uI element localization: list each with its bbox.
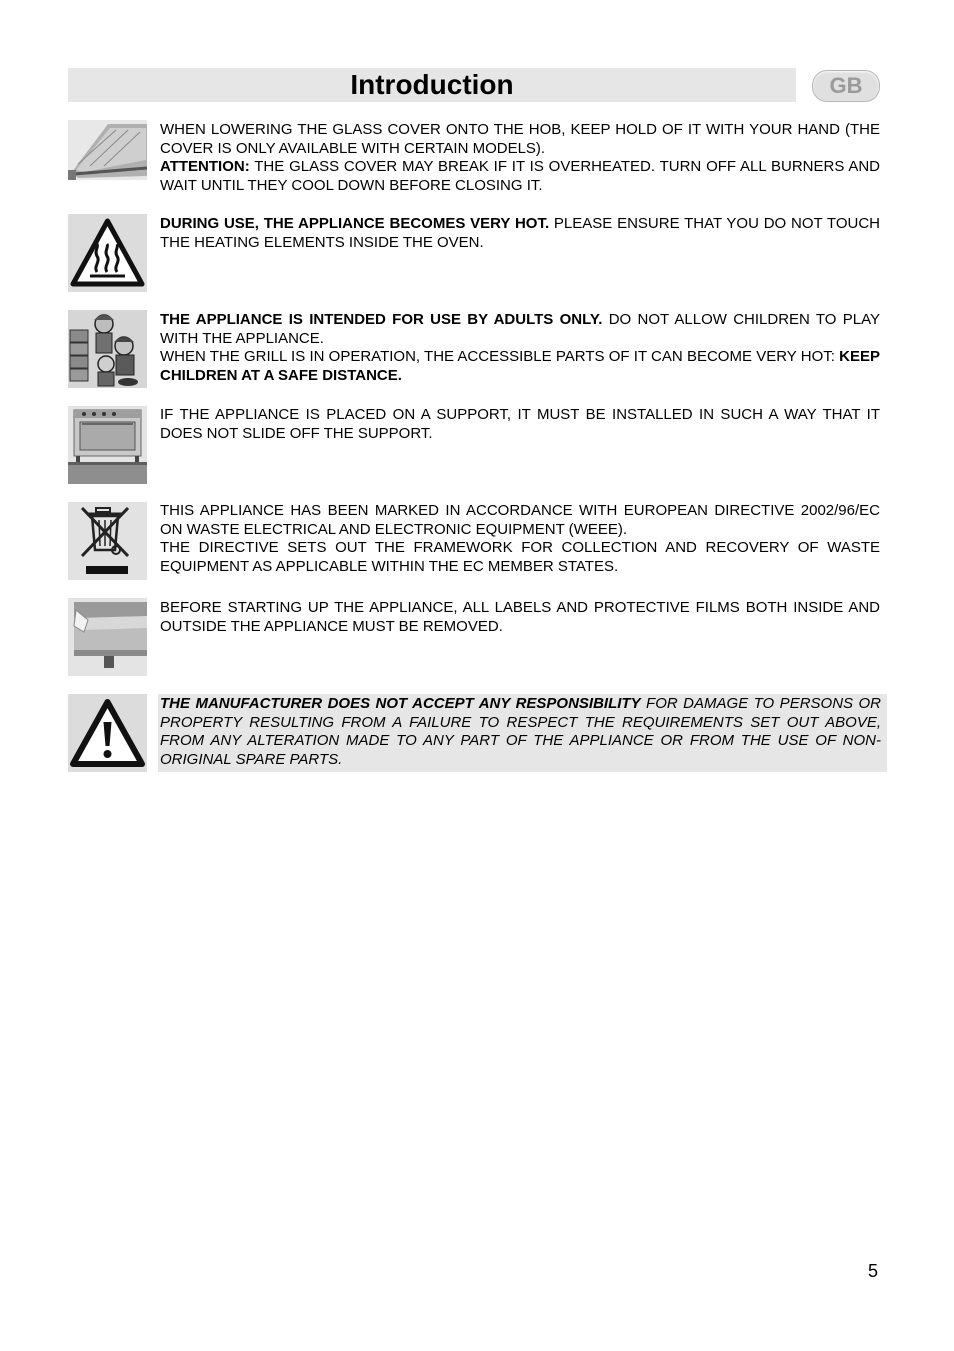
oven-on-support-icon xyxy=(68,406,147,484)
attention-label: ATTENTION: xyxy=(160,158,250,176)
weee-paragraph-2: THE DIRECTIVE SETS OUT THE FRAMEWORK FOR COLLECTION AND RECOVERY OF WASTE EQUIPMENT AS APPLICABLE WITHIN THE EC MEMBER STATES. xyxy=(160,539,880,575)
support-paragraph: IF THE APPLIANCE IS PLACED ON A SUPPORT, IT MUST BE INSTALLED IN SUCH A WAY THAT IT DOES NOT SLIDE OFF THE SUPPORT. xyxy=(160,406,880,442)
adults-only-bold: THE APPLIANCE IS INTENDED FOR USE BY ADULTS ONLY. xyxy=(160,311,603,328)
language-badge: GB xyxy=(812,70,880,102)
children-paragraph-2 xyxy=(160,348,880,385)
weee-paragraph-1: THIS APPLIANCE HAS BEEN MARKED IN ACCORDANCE WITH EUROPEAN DIRECTIVE 2002/96/EC ON WASTE ELECTRICAL AND ELECTRONIC EQUIPMENT (WEEE). xyxy=(160,502,880,538)
page-title: Introduction xyxy=(350,69,514,100)
hot-surface-text xyxy=(160,215,880,252)
hot-surface-rest: PLEASE ENSURE THAT YOU DO NOT TOUCH THE HEATING ELEMENTS INSIDE THE OVEN. xyxy=(160,215,880,251)
weee-text xyxy=(160,502,880,576)
glass-cover-text xyxy=(160,121,880,195)
hot-surface-paragraph xyxy=(160,215,880,252)
attention-text: THE GLASS COVER MAY BREAK IF IT IS OVERHEATED. TURN OFF ALL BURNERS AND WAIT UNTIL THEY COOL DOWN BEFORE CLOSING IT. xyxy=(160,158,880,194)
disclaimer-paragraph xyxy=(160,695,881,769)
glass-cover-attention xyxy=(160,158,880,195)
disclaimer-rest: FOR DAMAGE TO PERSONS OR PROPERTY RESULTING FROM A FAILURE TO RESPECT THE REQUIREMENTS SET OUT ABOVE, FROM ANY ALTERATION MADE TO ANY PART OF THE APPLIANCE OR FROM THE USE OF NON-ORIGINAL SPARE PARTS. xyxy=(160,695,881,768)
page-number: 5 xyxy=(868,1261,879,1281)
protective-film-icon xyxy=(68,598,147,676)
glass-cover-paragraph: WHEN LOWERING THE GLASS COVER ONTO THE HOB, KEEP HOLD OF IT WITH YOUR HAND (THE COVER IS ONLY AVAILABLE WITH CERTAIN MODELS). xyxy=(160,121,880,157)
children-paragraph-1 xyxy=(160,311,880,348)
grill-warning-text: WHEN THE GRILL IS IN OPERATION, THE ACCESSIBLE PARTS OF IT CAN BECOME VERY HOT: xyxy=(160,348,840,366)
adults-only-rest: DO NOT ALLOW CHILDREN TO PLAY WITH THE APPLIANCE. xyxy=(160,311,881,347)
children-icon xyxy=(68,310,147,388)
hot-surface-bold: DURING USE, THE APPLIANCE BECOMES VERY HOT. xyxy=(160,215,550,232)
warning-triangle-icon xyxy=(68,694,147,772)
support-text xyxy=(160,406,880,443)
glass-cover-icon xyxy=(68,120,147,180)
disclaimer-bold: THE MANUFACTURER DOES NOT ACCEPT ANY RESPONSIBILITY xyxy=(160,695,641,712)
weee-crossed-bin-icon xyxy=(68,502,147,580)
children-text xyxy=(160,311,880,385)
protective-film-paragraph: BEFORE STARTING UP THE APPLIANCE, ALL LABELS AND PROTECTIVE FILMS BOTH INSIDE AND OUTSIDE THE APPLIANCE MUST BE REMOVED. xyxy=(160,599,880,635)
hot-surface-warning-icon xyxy=(68,214,147,292)
protective-film-text xyxy=(160,599,880,636)
keep-children-away-bold: KEEP CHILDREN AT A SAFE DISTANCE. xyxy=(160,348,880,384)
title-bar xyxy=(68,68,796,102)
disclaimer-text xyxy=(160,695,881,769)
